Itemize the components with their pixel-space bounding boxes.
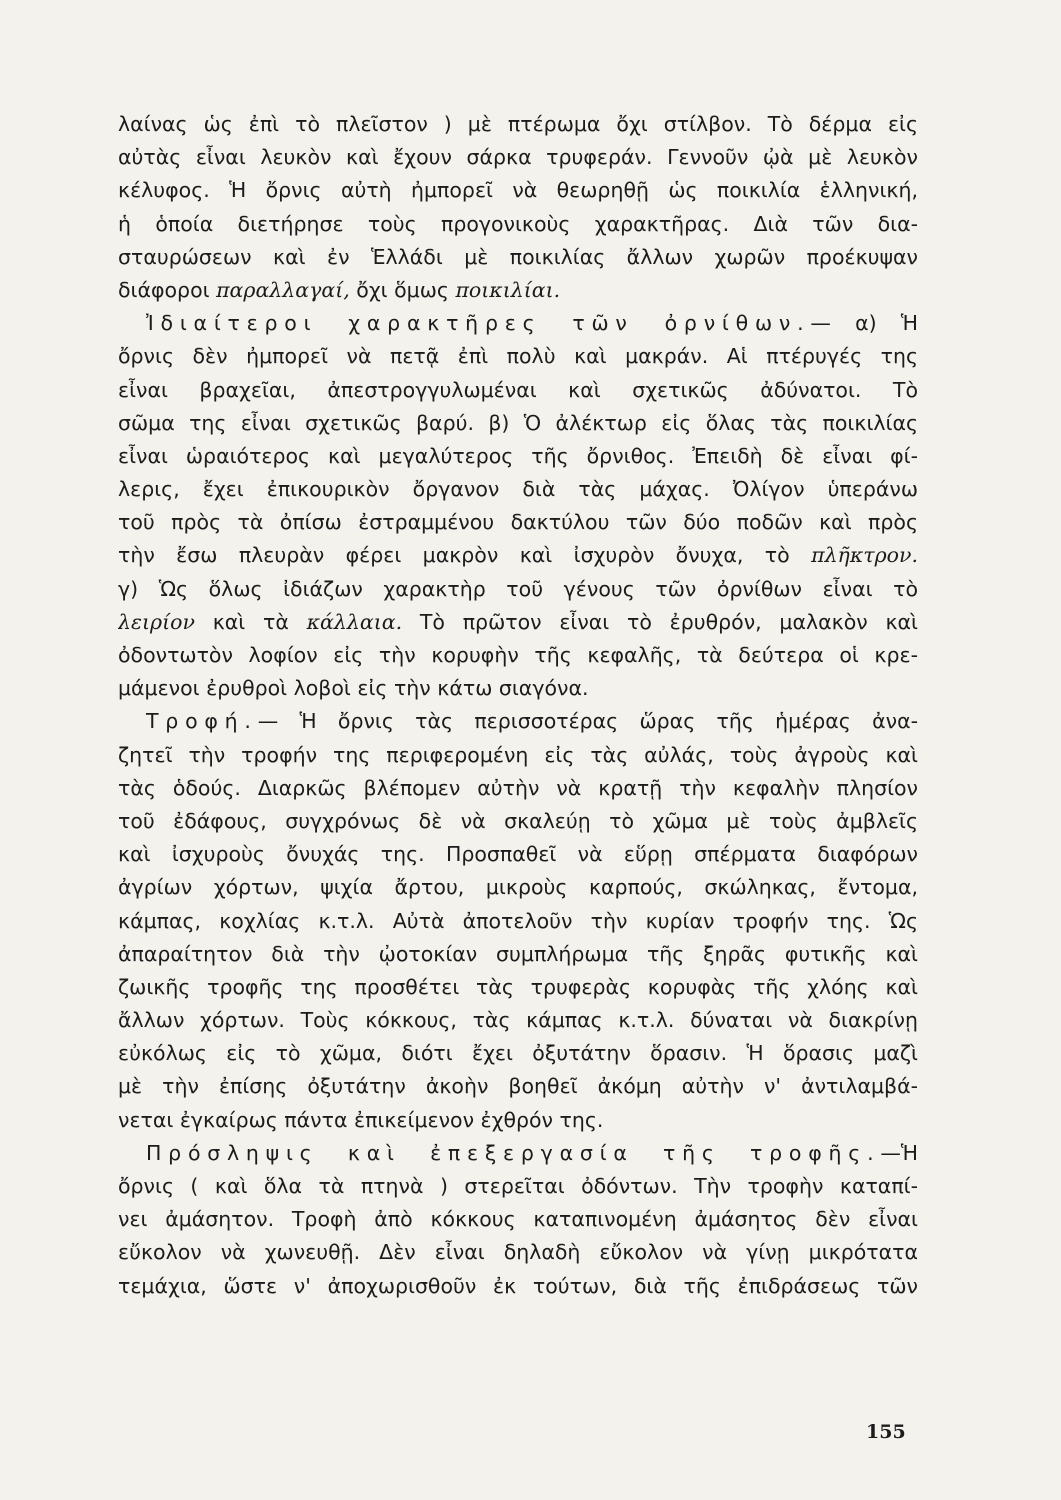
line-text: εἶναι βραχεῖαι, ἀπεστρογγυλωμέναι καὶ σχετικῶς ἀδύνατοι. Τὸ bbox=[118, 377, 918, 402]
italic-term: παραλλαγαί, bbox=[216, 277, 350, 302]
spaced-heading: Πρόσληψις καὶ ἐπεξεργασία τῆς τροφῆς. bbox=[146, 1140, 881, 1165]
text-line bbox=[118, 241, 918, 274]
text-line bbox=[118, 905, 918, 938]
spaced-heading: Ἰδιαίτεροι χαρακτῆρες τῶν ὀρνίθων. bbox=[146, 311, 811, 336]
text-line bbox=[118, 1170, 918, 1203]
text-line bbox=[118, 672, 918, 705]
text-line bbox=[118, 307, 918, 340]
text-line bbox=[118, 639, 918, 672]
line-text: — Ἡ ὄρνις τὰς περισσοτέρας ὥρας τῆς ἡμέρας ἀνα- bbox=[257, 709, 918, 734]
italic-term: λειρίον bbox=[118, 609, 195, 634]
line-text: τοῦ ἐδάφους, συγχρόνως δὲ νὰ σκαλεύῃ τὸ χῶμα μὲ τοὺς ἀμβλεῖς bbox=[118, 808, 918, 833]
text-line bbox=[118, 573, 918, 606]
line-text: διάφοροι bbox=[118, 277, 217, 302]
text-line bbox=[118, 1236, 918, 1269]
text-line bbox=[118, 772, 918, 805]
text-line bbox=[118, 1104, 918, 1137]
text-line bbox=[118, 208, 918, 241]
line-text: ὄρνις ( καὶ ὅλα τὰ πτηνὰ ) στερεῖται ὀδόντων. Τὴν τροφὴν καταπί- bbox=[118, 1174, 918, 1198]
line-text: — α) Ἡ bbox=[810, 311, 918, 336]
text-line bbox=[118, 971, 918, 1004]
line-text: λερις, ἔχει ἐπικουρικὸν ὄργανον διὰ τὰς μάχας. Ὀλίγον ὑπεράνω bbox=[118, 477, 918, 502]
line-text: ζητεῖ τὴν τροφήν της περιφερομένη εἰς τὰς αὐλάς, τοὺς ἀγροὺς καὶ bbox=[118, 742, 918, 767]
body-text bbox=[118, 108, 918, 1303]
page-number: 155 bbox=[866, 1421, 906, 1443]
text-line bbox=[118, 1270, 918, 1303]
text-line bbox=[118, 374, 918, 407]
line-text: τὰς ὁδούς. Διαρκῶς βλέπομεν αὐτὴν νὰ κρατῇ τὴν κεφαλὴν πλησίον bbox=[118, 775, 918, 800]
text-line bbox=[118, 1037, 918, 1070]
line-text: ἄλλων χόρτων. Τοὺς κόκκους, τὰς κάμπας κ.τ.λ. δύναται νὰ διακρίνῃ bbox=[118, 1008, 918, 1033]
text-line bbox=[118, 506, 918, 539]
line-text: σῶμα της εἶναι σχετικῶς βαρύ. β) Ὁ ἀλέκτωρ εἰς ὅλας τὰς ποικιλίας bbox=[118, 410, 918, 435]
italic-term: πλῆκτρον. bbox=[811, 543, 918, 568]
line-text: καὶ ἰσχυροὺς ὄνυχάς της. Προσπαθεῖ νὰ εὕρῃ σπέρματα διαφόρων bbox=[118, 842, 918, 867]
line-text: ὄρνις δὲν ἠμπορεῖ νὰ πετᾷ ἐπὶ πολὺ καὶ μακράν. Αἱ πτέρυγές της bbox=[118, 344, 918, 369]
text-line bbox=[118, 407, 918, 440]
line-text: τεμάχια, ὥστε ν' ἀποχωρισθοῦν ἐκ τούτων, διὰ τῆς ἐπιδράσεως τῶν bbox=[118, 1273, 918, 1298]
text-line bbox=[118, 739, 918, 772]
line-text: κέλυφος. Ἡ ὄρνις αὐτὴ ἠμπορεῖ νὰ θεωρηθῇ ὡς ποικιλία ἑλληνική, bbox=[118, 178, 918, 203]
text-line bbox=[118, 805, 918, 838]
text-line bbox=[118, 838, 918, 871]
line-text: τὴν ἔσω πλευρὰν φέρει μακρὸν καὶ ἰσχυρὸν ὄνυχα, τὸ bbox=[118, 543, 812, 568]
line-text: κάμπας, κοχλίας κ.τ.λ. Αὐτὰ ἀποτελοῦν τὴν κυρίαν τροφήν της. Ὡς bbox=[118, 908, 918, 933]
line-text: ἀπαραίτητον διὰ τὴν ᾠοτοκίαν συμπλήρωμα τῆς ξηρᾶς φυτικῆς καὶ bbox=[118, 941, 918, 966]
line-text: ὄχι ὅμως bbox=[349, 277, 456, 302]
line-text: —Ἡ bbox=[880, 1140, 918, 1165]
line-text: ἡ ὁποία διετήρησε τοὺς προγονικοὺς χαρακτῆρας. Διὰ τῶν δια- bbox=[118, 211, 918, 236]
text-line bbox=[118, 440, 918, 473]
line-text: σταυρώσεων καὶ ἐν Ἑλλάδι μὲ ποικιλίας ἄλλων χωρῶν προέκυψαν bbox=[118, 244, 918, 269]
line-text: νει ἀμάσητον. Τροφὴ ἀπὸ κόκκους καταπινομένη ἀμάσητος δὲν εἶναι bbox=[118, 1207, 918, 1232]
text-line bbox=[118, 1004, 918, 1037]
line-text: καὶ τὰ bbox=[194, 609, 307, 634]
text-line bbox=[118, 1137, 918, 1170]
text-line bbox=[118, 606, 918, 639]
spaced-heading: Τροφή. bbox=[146, 709, 258, 734]
line-text: εἶναι ὡραιότερος καὶ μεγαλύτερος τῆς ὄρνιθος. Ἐπειδὴ δὲ εἶναι φί- bbox=[118, 443, 918, 468]
line-text: γ) Ὡς ὅλως ἰδιάζων χαρακτὴρ τοῦ γένους τῶν ὀρνίθων εἶναι τὸ bbox=[118, 576, 918, 601]
line-text: αὐτὰς εἶναι λευκὸν καὶ ἔχουν σάρκα τρυφεράν. Γεννοῦν ᾠὰ μὲ λευκὸν bbox=[118, 145, 918, 170]
line-text: ἀγρίων χόρτων, ψιχία ἄρτου, μικροὺς καρπούς, σκώληκας, ἔντομα, bbox=[118, 875, 918, 900]
text-line bbox=[118, 938, 918, 971]
line-text: νεται ἐγκαίρως πάντα ἐπικείμενον ἐχθρόν της. bbox=[118, 1107, 604, 1132]
text-line bbox=[118, 705, 918, 738]
text-line bbox=[118, 473, 918, 506]
text-line bbox=[118, 1203, 918, 1236]
text-line bbox=[118, 108, 918, 141]
line-text: Τὸ πρῶτον εἶναι τὸ ἐρυθρόν, μαλακὸν καὶ bbox=[402, 609, 918, 634]
text-line bbox=[118, 871, 918, 904]
text-line bbox=[118, 1070, 918, 1103]
line-text: λαίνας ὡς ἐπὶ τὸ πλεῖστον ) μὲ πτέρωμα ὄχι στίλβον. Τὸ δέρμα εἰς bbox=[118, 112, 918, 136]
italic-term: κάλλαια. bbox=[306, 609, 403, 634]
line-text: μὲ τὴν ἐπίσης ὀξυτάτην ἀκοὴν βοηθεῖ ἀκόμη αὐτὴν ν' ἀντιλαμβά- bbox=[118, 1074, 918, 1099]
line-text: μάμενοι ἐρυθροὶ λοβοὶ εἰς τὴν κάτω σιαγόνα. bbox=[118, 676, 589, 701]
line-text: ζωικῆς τροφῆς της προσθέτει τὰς τρυφερὰς κορυφὰς τῆς χλόης καὶ bbox=[118, 974, 918, 999]
line-text: ὀδοντωτὸν λοφίον εἰς τὴν κορυφὴν τῆς κεφαλῆς, τὰ δεύτερα οἱ κρε- bbox=[118, 643, 918, 667]
text-line bbox=[118, 274, 918, 307]
line-text: εὔκολον νὰ χωνευθῇ. Δὲν εἶναι δηλαδὴ εὔκολον νὰ γίνῃ μικρότατα bbox=[118, 1240, 918, 1265]
italic-term: ποικιλίαι. bbox=[455, 277, 561, 302]
text-line bbox=[118, 174, 918, 207]
line-text: εὐκόλως εἰς τὸ χῶμα, διότι ἔχει ὀξυτάτην ὅρασιν. Ἡ ὅρασις μαζὶ bbox=[118, 1041, 918, 1066]
text-line bbox=[118, 141, 918, 174]
text-line bbox=[118, 340, 918, 373]
text-line bbox=[118, 539, 918, 572]
line-text: τοῦ πρὸς τὰ ὀπίσω ἐστραμμένου δακτύλου τῶν δύο ποδῶν καὶ πρὸς bbox=[118, 510, 918, 535]
